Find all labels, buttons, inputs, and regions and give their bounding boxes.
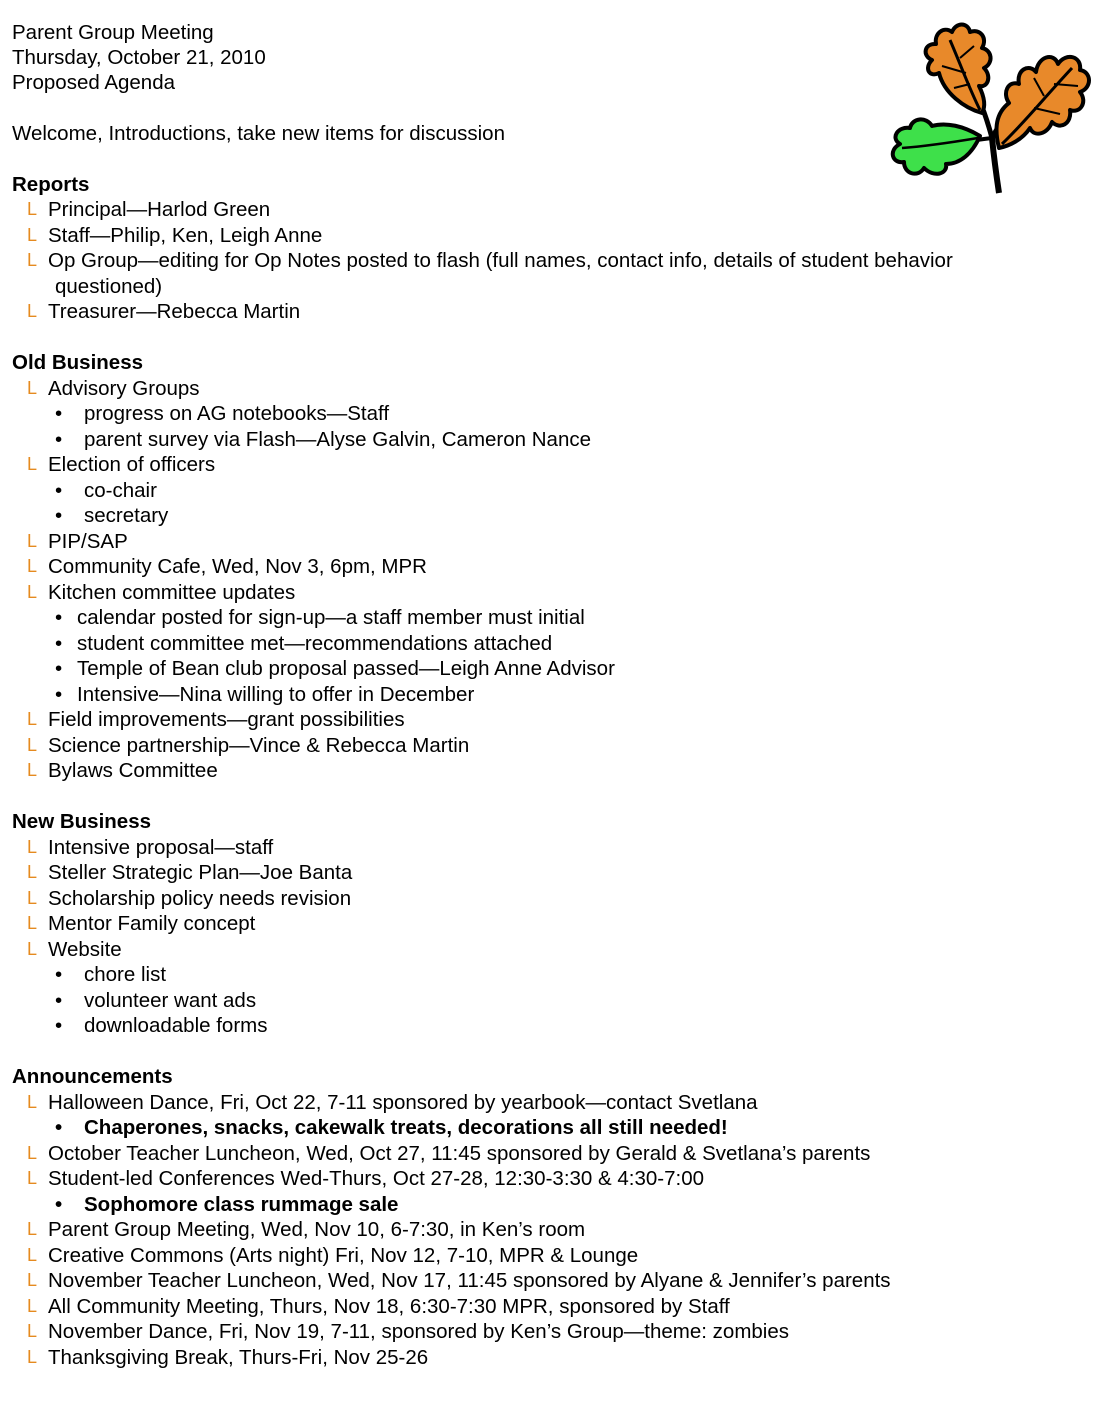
bullet: •	[55, 963, 63, 986]
list-marker: L	[27, 224, 38, 245]
list-item: L Community Cafe, Wed, Nov 3, 6pm, MPR	[27, 555, 427, 578]
list-item: L October Teacher Luncheon, Wed, Oct 27, 11:45 sponsored by Gerald & Svetlana’s parents	[27, 1141, 871, 1165]
sub-list-item: • Chaperones, snacks, cakewalk treats, decorations all still needed!	[55, 1116, 728, 1139]
list-item: L November Teacher Luncheon, Wed, Nov 17, 11:45 sponsored by Alyane & Jennifer’s parents	[27, 1269, 891, 1292]
bullet: •	[55, 657, 63, 680]
bullet: •	[55, 427, 63, 451]
list-item: L Staff—Philip, Ken, Leigh Anne	[27, 223, 323, 247]
list-marker: L	[27, 530, 38, 551]
announcements-heading: Announcements	[12, 1065, 173, 1088]
list-marker: L	[27, 913, 38, 933]
bullet: •	[55, 504, 63, 527]
welcome-line: Welcome, Introductions, take new items for discussion	[12, 121, 505, 145]
list-item: L Student-led Conferences Wed-Thurs, Oct 27-28, 12:30-3:30 & 4:30-7:00	[27, 1167, 704, 1190]
list-marker: L	[27, 199, 38, 219]
list-marker: L	[27, 1219, 38, 1239]
list-marker: L	[27, 760, 38, 780]
list-item: L Halloween Dance, Fri, Oct 22, 7-11 sponsored by yearbook—contact Svetlana	[27, 1090, 758, 1114]
bullet: •	[55, 988, 63, 1012]
list-marker: L	[27, 581, 38, 602]
list-item: L Parent Group Meeting, Wed, Nov 10, 6-7:30, in Ken’s room	[27, 1218, 586, 1241]
sub-list-item: • Sophomore class rummage sale	[55, 1192, 399, 1216]
sub-list-item: • progress on AG notebooks—Staff	[55, 402, 390, 425]
list-marker: L	[27, 250, 38, 270]
list-marker: L	[27, 556, 38, 576]
list-marker: L	[27, 1295, 38, 1316]
bullet: •	[55, 402, 63, 425]
list-marker: L	[27, 1168, 38, 1188]
sub-list-item: • chore list	[55, 963, 167, 986]
meeting-title: Parent Group Meeting	[12, 21, 214, 44]
list-item: L Website	[27, 937, 122, 961]
sub-list-item: • Temple of Bean club proposal passed—Leigh Anne Advisor	[55, 657, 615, 680]
sub-list-item: • calendar posted for sign-up—a staff member must initial	[55, 606, 585, 629]
list-marker: L	[27, 887, 38, 908]
list-item: L Mentor Family concept	[27, 912, 256, 935]
list-marker: L	[27, 1321, 38, 1341]
sub-list-item: • volunteer want ads	[55, 988, 257, 1012]
list-marker: L	[27, 1270, 38, 1290]
list-item: L Steller Strategic Plan—Joe Banta	[27, 861, 353, 884]
list-item: L Creative Commons (Arts night) Fri, Nov 12, 7-10, MPR & Lounge	[27, 1243, 639, 1267]
sub-list-item: • parent survey via Flash—Alyse Galvin, Cameron Nance	[55, 427, 592, 451]
bullet: •	[55, 1014, 63, 1037]
list-item: L November Dance, Fri, Nov 19, 7-11, sponsored by Ken’s Group—theme: zombies	[27, 1320, 790, 1343]
list-marker: L	[27, 1091, 38, 1112]
list-marker: L	[27, 938, 38, 959]
bullet: •	[55, 1192, 63, 1216]
list-item: L Bylaws Committee	[27, 759, 218, 782]
list-item: L Treasurer—Rebecca Martin	[27, 300, 301, 323]
sub-list-item: • Intensive—Nina willing to offer in December	[55, 682, 475, 706]
list-item: L Op Group—editing for Op Notes posted to flash (full names, contact info, details of student behavior	[27, 249, 953, 272]
bullet: •	[55, 478, 63, 502]
list-marker: L	[27, 1244, 38, 1265]
list-item: L Science partnership—Vince & Rebecca Martin	[27, 733, 470, 757]
list-item: L Kitchen committee updates	[27, 580, 296, 604]
list-item: L Thanksgiving Break, Thurs-Fri, Nov 25-26	[27, 1345, 429, 1369]
list-item: L Advisory Groups	[27, 376, 200, 400]
bullet: •	[55, 1116, 63, 1139]
list-marker: L	[27, 454, 38, 474]
list-marker: L	[27, 301, 38, 321]
list-marker: L	[27, 734, 38, 755]
list-item: L Principal—Harlod Green	[27, 198, 271, 221]
bullet: •	[55, 606, 63, 629]
list-marker: L	[27, 836, 38, 857]
list-item: L PIP/SAP	[27, 529, 128, 553]
agenda-document	[12, 0, 1088, 1370]
sub-list-item: • downloadable forms	[55, 1014, 268, 1037]
list-item: L Field improvements—grant possibilities	[27, 708, 405, 731]
sub-list-item: • student committee met—recommendations attached	[55, 631, 553, 655]
bullet: •	[55, 682, 63, 706]
list-item-continuation: questioned)	[55, 274, 163, 298]
bullet: •	[55, 631, 63, 655]
list-marker: L	[27, 709, 38, 729]
agenda-subtitle: Proposed Agenda	[12, 71, 175, 94]
list-marker: L	[27, 377, 38, 398]
list-marker: L	[27, 1346, 38, 1367]
list-item: L Intensive proposal—staff	[27, 835, 274, 859]
sub-list-item: • secretary	[55, 504, 169, 527]
old-business-heading: Old Business	[12, 351, 144, 374]
list-item: L Election of officers	[27, 453, 216, 476]
reports-heading: Reports	[12, 172, 90, 196]
sub-list-item: • co-chair	[55, 478, 157, 502]
list-marker: L	[27, 862, 38, 882]
list-item: L Scholarship policy needs revision	[27, 886, 352, 910]
list-item: L All Community Meeting, Thurs, Nov 18, 6:30-7:30 MPR, sponsored by Staff	[27, 1294, 730, 1318]
meeting-date: Thursday, October 21, 2010	[12, 46, 266, 69]
list-marker: L	[27, 1142, 38, 1163]
new-business-heading: New Business	[12, 810, 151, 833]
